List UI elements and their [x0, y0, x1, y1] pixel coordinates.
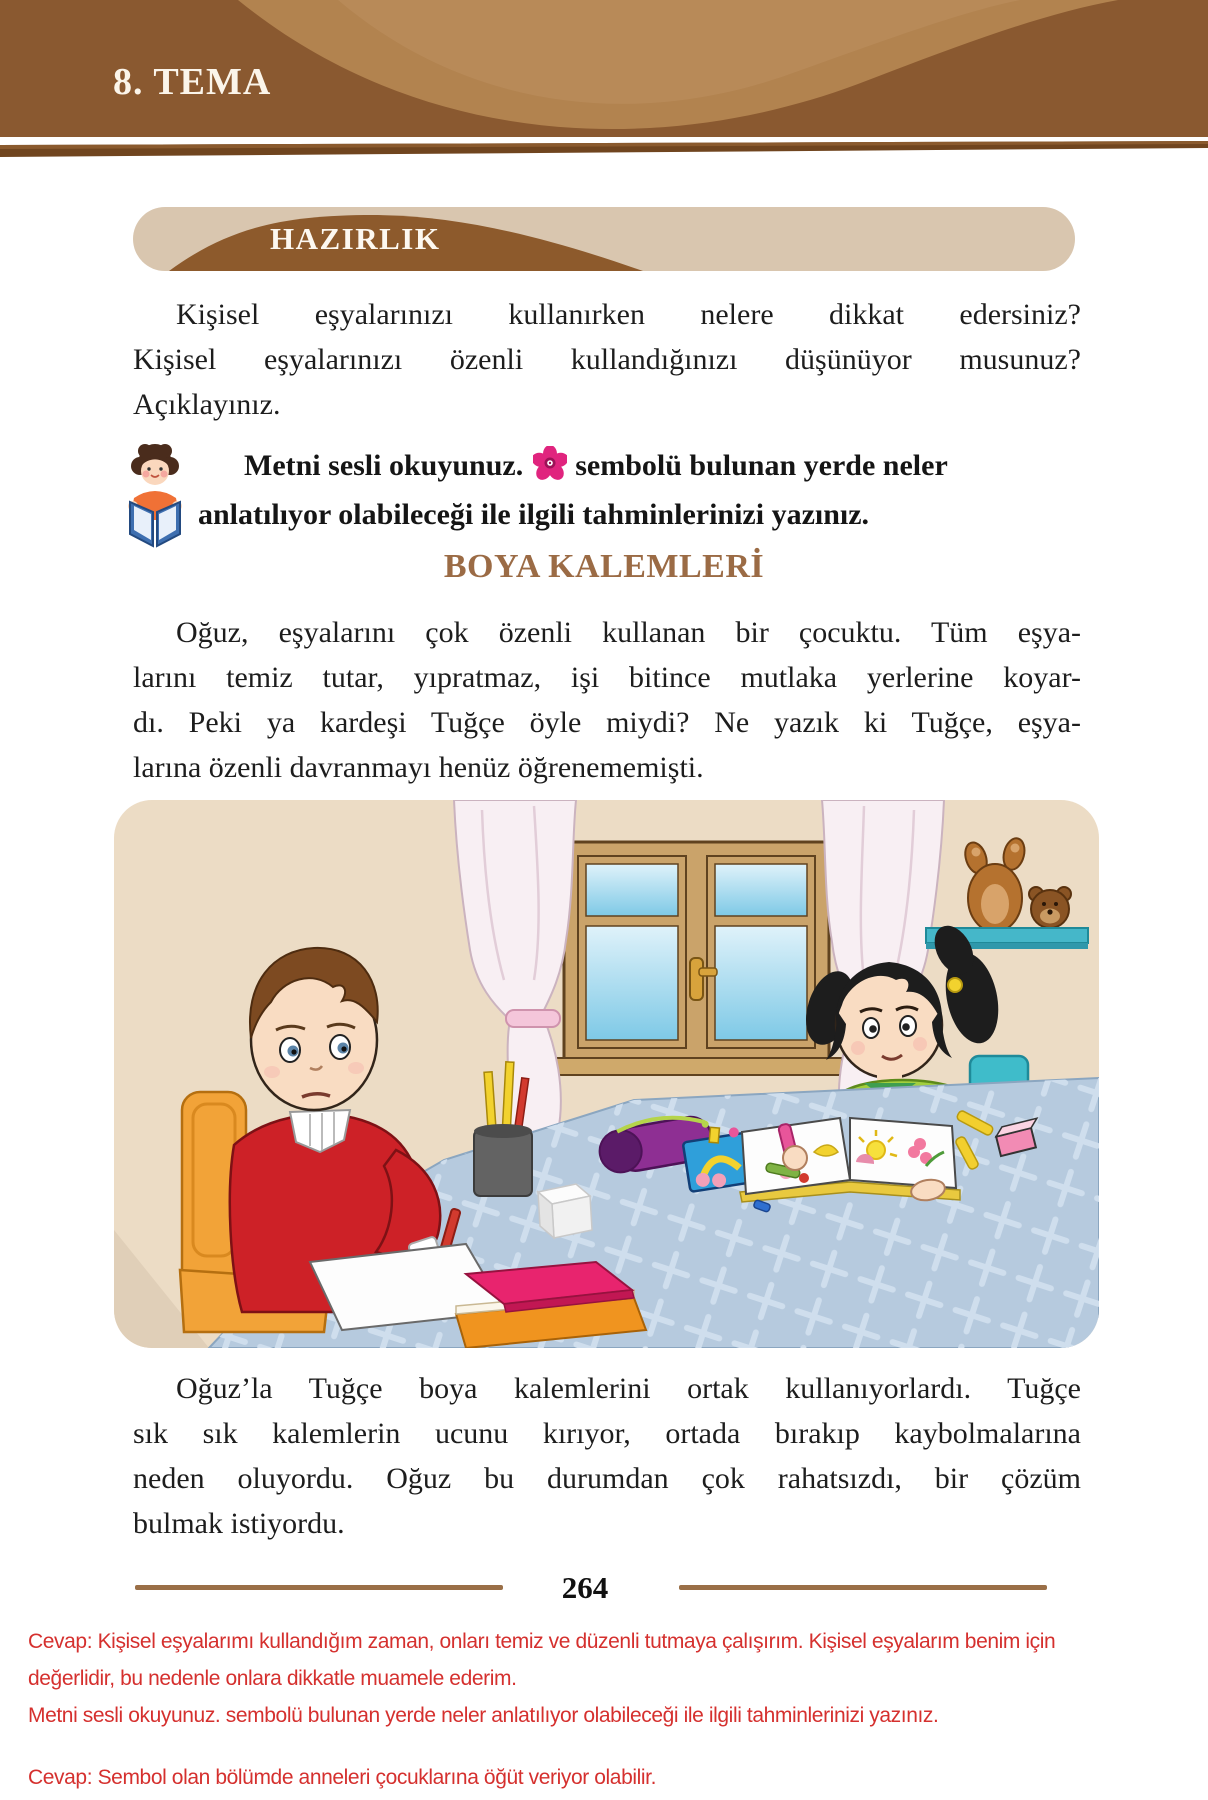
theme-title: 8. TEMA [113, 61, 272, 103]
story-line: Oğuz’la Tuğçe boya kalemlerini ortak kullanıyorlardı. Tuğçe [176, 1372, 1081, 1405]
instruction-block [198, 441, 1078, 539]
answer-repeat-line: Metni sesli okuyunuz. sembolü bulunan yerde neler anlatılıyor olabileceği ile ilgili tahminlerinizi yazınız. [28, 1704, 939, 1727]
footer-rule-right [679, 1585, 1047, 1590]
instruction-line-1 [198, 441, 1078, 490]
story-line: neden oluyordu. Oğuz bu durumdan çok rahatsızdı, bir çözüm [133, 1462, 1081, 1495]
prep-line: Açıklayınız. [133, 388, 281, 421]
window [552, 842, 842, 1075]
story-paragraph-2 [133, 1366, 1081, 1546]
story-line: bulmak istiyordu. [133, 1507, 345, 1540]
prep-paragraph [133, 292, 1081, 427]
instruction-line-2: anlatılıyor olabileceği ile ilgili tahminlerinizi yazınız. [198, 498, 870, 531]
answers-block [28, 1623, 1196, 1734]
story-line: Oğuz, eşyalarını çok özenli kullanan bir çocuktu. Tüm eşya- [176, 616, 1081, 649]
page-number: 264 [561, 1570, 609, 1605]
paper-cube [538, 1184, 592, 1238]
answer-2: Cevap: Sembol olan bölümde anneleri çocuklarına öğüt veriyor olabilir. [28, 1766, 657, 1789]
prep-line: Kişisel eşyalarınızı özenli kullandığınızı düşünüyor musunuz? [133, 343, 1081, 376]
story-line: dı. Peki ya kardeşi Tuğçe öyle miydi? Ne yazık ki Tuğçe, eşya- [133, 706, 1081, 739]
hazirlik-label: HAZIRLIK [270, 221, 441, 256]
boy-reading-icon [122, 440, 188, 552]
curtain-tie-left [506, 1010, 560, 1027]
hazirlik-banner [133, 207, 1075, 271]
instruction-text-after: sembolü bulunan yerde neler [575, 449, 948, 482]
answer-1-line: Cevap: Kişisel eşyalarımı kullandığım zaman, onları temiz ve düzenli tutmaya çalışırım. Kişisel eşyalarım benim için [28, 1630, 1056, 1653]
window-sill [552, 1058, 842, 1075]
footer-rule-left [135, 1585, 503, 1590]
story-line: larına özenli davranmayı henüz öğrenememişti. [133, 751, 704, 784]
story-title: BOYA KALEMLERİ [443, 548, 765, 585]
story-paragraph-1 [133, 610, 1081, 790]
answer-1-line: değerlidir, bu nedenle onlara dikkatle muamele ederim. [28, 1667, 517, 1690]
girl-hair-tie [948, 978, 962, 992]
story-line: larını temiz tutar, yıpratmaz, işi bitince mutlaka yerlerine koyar- [133, 661, 1081, 694]
window-handle [690, 958, 703, 1000]
instruction-text-before: Metni sesli okuyunuz. [244, 449, 524, 482]
story-illustration [114, 800, 1099, 1348]
story-line: sık sık kalemlerin ucunu kırıyor, ortada bırakıp kaybolmalarına [133, 1417, 1081, 1450]
flower-icon [533, 446, 567, 480]
prep-line: Kişisel eşyalarınızı kullanırken nelere dikkat edersiniz? [176, 298, 1081, 331]
